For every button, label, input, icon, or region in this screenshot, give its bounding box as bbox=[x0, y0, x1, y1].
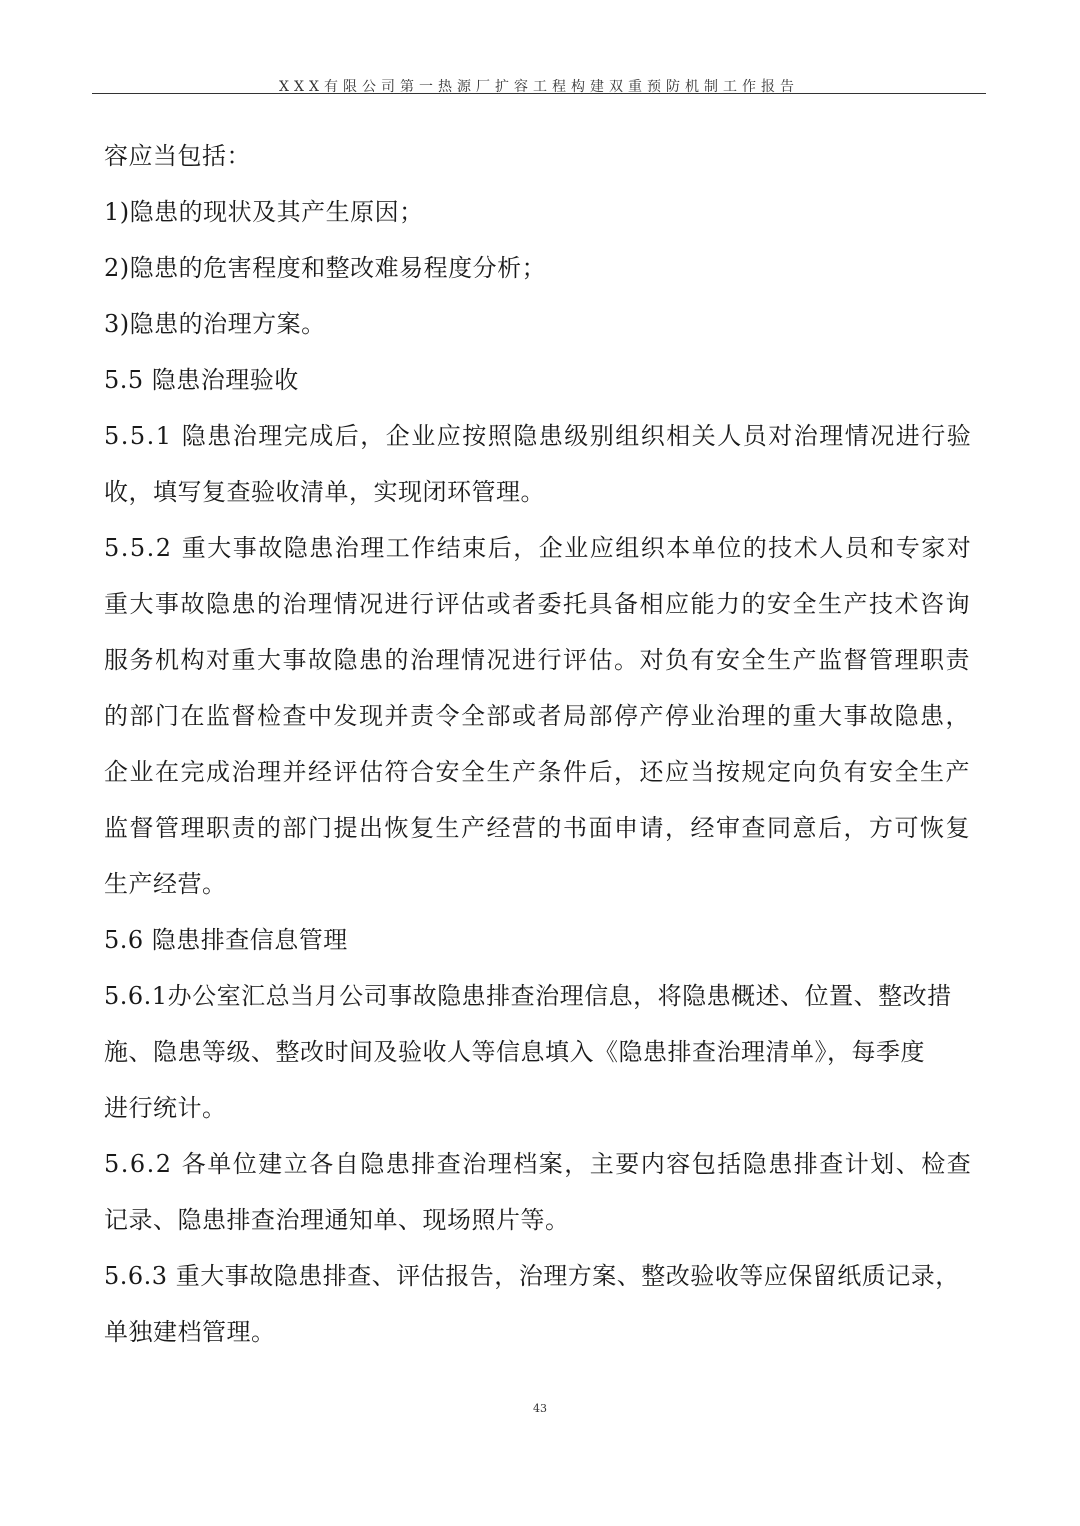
paragraph-line: 的部门在监督检查中发现并责令全部或者局部停产停业治理的重大事故隐患， bbox=[104, 702, 971, 730]
paragraph-line: 重大事故隐患的治理情况进行评估或者委托具备相应能力的安全生产技术咨询 bbox=[104, 590, 971, 618]
paragraph-line: 收，填写复查验收清单，实现闭环管理。 bbox=[104, 478, 545, 506]
paragraph-line: 生产经营。 bbox=[104, 870, 227, 898]
paragraph-line: 进行统计。 bbox=[104, 1094, 227, 1122]
section-heading: 5.5 隐患治理验收 bbox=[104, 366, 299, 394]
paragraph-line: 监督管理职责的部门提出恢复生产经营的书面申请，经审查同意后，方可恢复 bbox=[104, 814, 971, 842]
running-header: XXX有限公司第一热源厂扩容工程构建双重预防机制工作报告 bbox=[279, 79, 799, 95]
paragraph-line: 5.5.1 隐患治理完成后，企业应按照隐患级别组织相关人员对治理情况进行验 bbox=[104, 422, 973, 450]
text-line: 容应当包括： bbox=[104, 142, 251, 170]
list-item: 3)隐患的治理方案。 bbox=[104, 310, 326, 338]
paragraph-line: 服务机构对重大事故隐患的治理情况进行评估。对负有安全生产监督管理职责 bbox=[104, 646, 971, 674]
paragraph-line: 5.5.2 重大事故隐患治理工作结束后，企业应组织本单位的技术人员和专家对 bbox=[104, 534, 973, 562]
header-divider bbox=[92, 93, 986, 94]
paragraph-line: 5.6.2 各单位建立各自隐患排查治理档案，主要内容包括隐患排查计划、检查 bbox=[104, 1150, 973, 1178]
paragraph-line: 单独建档管理。 bbox=[104, 1318, 276, 1346]
paragraph-line: 企业在完成治理并经评估符合安全生产条件后，还应当按规定向负有安全生产 bbox=[104, 758, 971, 786]
page-number: 43 bbox=[533, 1402, 547, 1415]
section-heading: 5.6 隐患排查信息管理 bbox=[104, 926, 348, 954]
paragraph-line: 5.6.3 重大事故隐患排查、评估报告，治理方案、整改验收等应保留纸质记录， bbox=[104, 1262, 960, 1290]
list-item: 2)隐患的危害程度和整改难易程度分析； bbox=[104, 254, 547, 282]
list-item: 1)隐患的现状及其产生原因； bbox=[104, 198, 424, 226]
paragraph-line: 记录、隐患排查治理通知单、现场照片等。 bbox=[104, 1206, 570, 1234]
paragraph-line: 5.6.1办公室汇总当月公司事故隐患排查治理信息，将隐患概述、位置、整改措 bbox=[104, 982, 952, 1010]
document-body bbox=[104, 136, 972, 1368]
paragraph-line: 施、隐患等级、整改时间及验收人等信息填入《隐患排查治理清单》，每季度 bbox=[104, 1038, 925, 1066]
